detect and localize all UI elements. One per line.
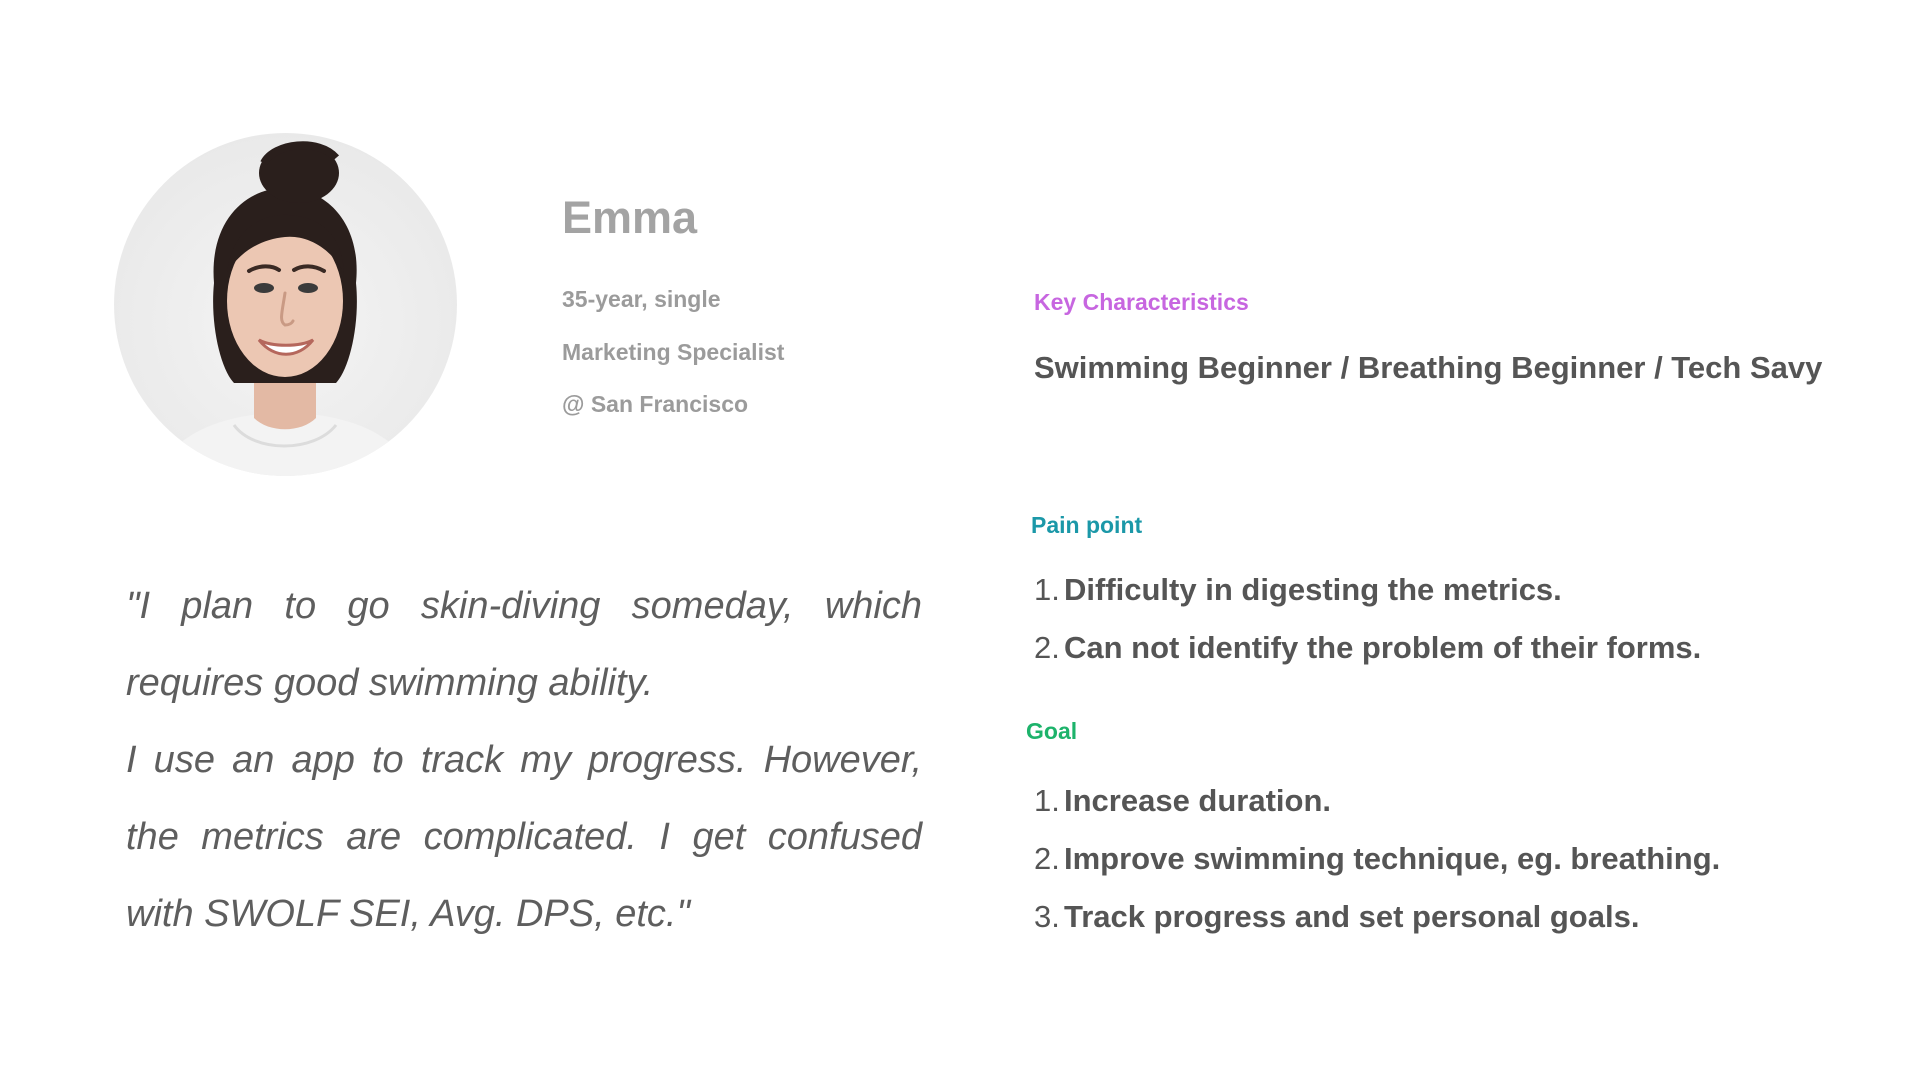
list-item	[1034, 897, 1720, 955]
persona-location: @ San Francisco	[562, 391, 749, 417]
pain-point-label: Pain point	[1031, 512, 1143, 538]
list-number: 2.	[1034, 841, 1060, 876]
pain-point-list	[1034, 570, 1701, 686]
list-text: Improve swimming technique, eg. breathing.	[1064, 841, 1721, 876]
list-number: 2.	[1034, 630, 1060, 665]
persona-avatar	[114, 133, 457, 476]
list-text: Can not identify the problem of their forms.	[1064, 630, 1702, 665]
persona-age: 35-year, single	[562, 286, 721, 312]
persona-job: Marketing Specialist	[562, 339, 785, 365]
list-item	[1034, 839, 1720, 897]
list-text: Difficulty in digesting the metrics.	[1064, 572, 1562, 607]
goal-label: Goal	[1026, 718, 1078, 744]
list-number: 1.	[1034, 572, 1060, 607]
list-number: 1.	[1034, 783, 1060, 818]
persona-name: Emma	[562, 192, 698, 243]
list-item	[1034, 781, 1720, 839]
quote-line: with SWOLF SEI, Avg. DPS, etc."	[126, 893, 690, 935]
list-text: Track progress and set personal goals.	[1064, 899, 1640, 934]
persona-photo-icon	[114, 133, 457, 476]
list-number: 3.	[1034, 899, 1060, 934]
persona-quote	[126, 568, 922, 953]
list-item	[1034, 628, 1701, 686]
quote-line: the metrics are complicated. I get confused	[126, 816, 922, 858]
key-characteristics-value: Swimming Beginner / Breathing Beginner / Tech Savy	[1034, 350, 1823, 385]
quote-line: "I plan to go skin-diving someday, which	[126, 585, 922, 627]
key-characteristics-label: Key Characteristics	[1034, 289, 1249, 315]
list-text: Increase duration.	[1064, 783, 1332, 818]
quote-line: I use an app to track my progress. However,	[126, 739, 922, 781]
goal-list	[1034, 781, 1720, 955]
quote-line: requires good swimming ability.	[126, 662, 654, 704]
list-item	[1034, 570, 1701, 628]
